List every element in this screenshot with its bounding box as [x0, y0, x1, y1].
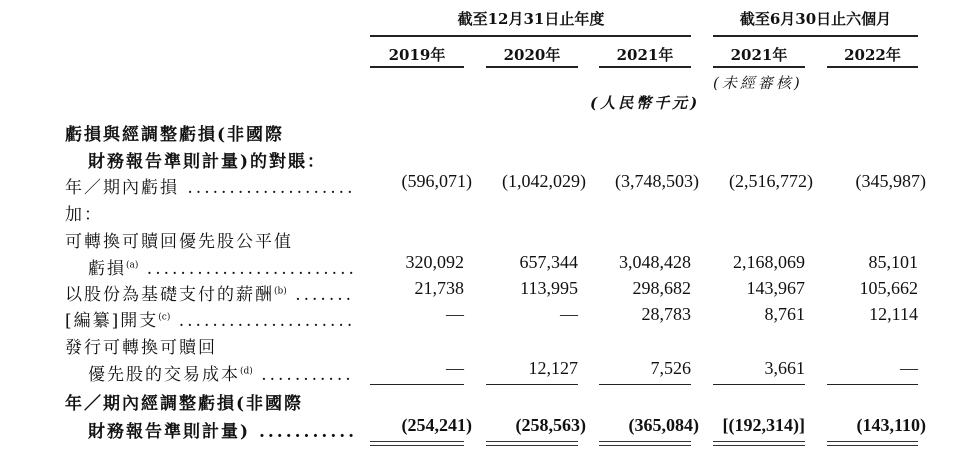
cell-value: (258,563) — [515, 415, 586, 435]
cell-value: 3,661 — [764, 358, 805, 378]
cell-value: (3,748,503) — [615, 171, 699, 191]
cell-value: — — [560, 304, 578, 324]
footnote-marker: (b) — [274, 286, 287, 297]
cell-value: 105,662 — [859, 278, 918, 298]
cell-value: — — [900, 358, 918, 378]
year-header: 2021年 — [730, 46, 788, 64]
row-label: 財務報告準則計量)的對賬： — [88, 152, 327, 172]
row-label: 發行可轉換可贖回 — [65, 338, 217, 358]
divider — [370, 35, 691, 37]
cell-value: (2,516,772) — [729, 171, 813, 191]
cell-value: 85,101 — [868, 252, 918, 272]
unaudited-note: (未經審核) — [713, 74, 803, 92]
cell-value: 7,526 — [650, 358, 691, 378]
subtotal-rule — [599, 384, 691, 385]
unit-note: (人民幣千元) — [590, 94, 701, 112]
cell-value: 113,995 — [520, 278, 578, 298]
cell-value: 12,127 — [528, 358, 578, 378]
cell-value: (345,987) — [855, 171, 926, 191]
row-label: 虧損$^{(a)}$ ..... — [88, 254, 355, 279]
row-label: 以股份為基礎支付的薪酬$^{(b)}$ ..... — [65, 280, 355, 305]
row-label: 可轉換可贖回優先股公平值 — [65, 232, 293, 252]
row-label: 財務報告準則計量) ..... — [88, 417, 355, 442]
total-double-rule — [599, 441, 691, 446]
year-header: 2021年 — [616, 46, 674, 64]
subtotal-rule — [486, 384, 578, 385]
cell-value: (143,110) — [856, 415, 926, 435]
year-header: 2019年 — [388, 46, 446, 64]
divider — [599, 66, 691, 68]
cell-value: 320,092 — [405, 252, 464, 272]
cell-value: 298,682 — [632, 278, 691, 298]
subtotal-rule — [370, 384, 464, 385]
footnote-marker: (c) — [158, 312, 171, 323]
year-header: 2020年 — [503, 46, 561, 64]
cell-value: 28,783 — [641, 304, 691, 324]
total-double-rule — [486, 441, 578, 446]
divider — [713, 35, 918, 37]
divider — [713, 66, 805, 68]
divider — [486, 66, 578, 68]
total-double-rule — [370, 441, 464, 446]
row-label: 加： — [65, 205, 103, 225]
cell-value: 8,761 — [764, 304, 805, 324]
subtotal-rule — [713, 384, 805, 385]
total-double-rule — [713, 441, 805, 446]
cell-value: (254,241) — [401, 415, 472, 435]
row-label: [編纂]開支$^{(c)}$ ..... — [65, 306, 355, 331]
cell-value: 657,344 — [519, 252, 578, 272]
cell-value: 2,168,069 — [733, 252, 805, 272]
cell-value: [(192,314)] — [722, 415, 805, 435]
divider — [370, 66, 464, 68]
footnote-marker: (a) — [126, 260, 139, 271]
cell-value: (1,042,029) — [502, 171, 586, 191]
row-label: 虧損與經調整虧損(非國際 — [65, 125, 285, 145]
cell-value: (596,071) — [401, 171, 472, 191]
year-header: 2022年 — [844, 46, 901, 64]
footnote-marker: (d) — [240, 366, 253, 377]
group-header-annual: 截至12月31日止年度 — [457, 10, 605, 28]
row-label: 年／期內虧損 ..... — [65, 173, 355, 198]
total-double-rule — [827, 441, 918, 446]
subtotal-rule — [827, 384, 918, 385]
cell-value: 3,048,428 — [619, 252, 691, 272]
cell-value: 12,114 — [869, 304, 918, 324]
cell-value: 143,967 — [746, 278, 805, 298]
cell-value: — — [446, 358, 464, 378]
divider — [827, 66, 918, 68]
cell-value: 21,738 — [414, 278, 464, 298]
cell-value: — — [446, 304, 464, 324]
row-label: 優先股的交易成本$^{(d)}$ ..... — [88, 360, 355, 385]
cell-value: (365,084) — [628, 415, 699, 435]
row-label: 年／期內經調整虧損(非國際 — [65, 394, 304, 414]
group-header-interim: 截至6月30日止六個月 — [739, 10, 892, 28]
